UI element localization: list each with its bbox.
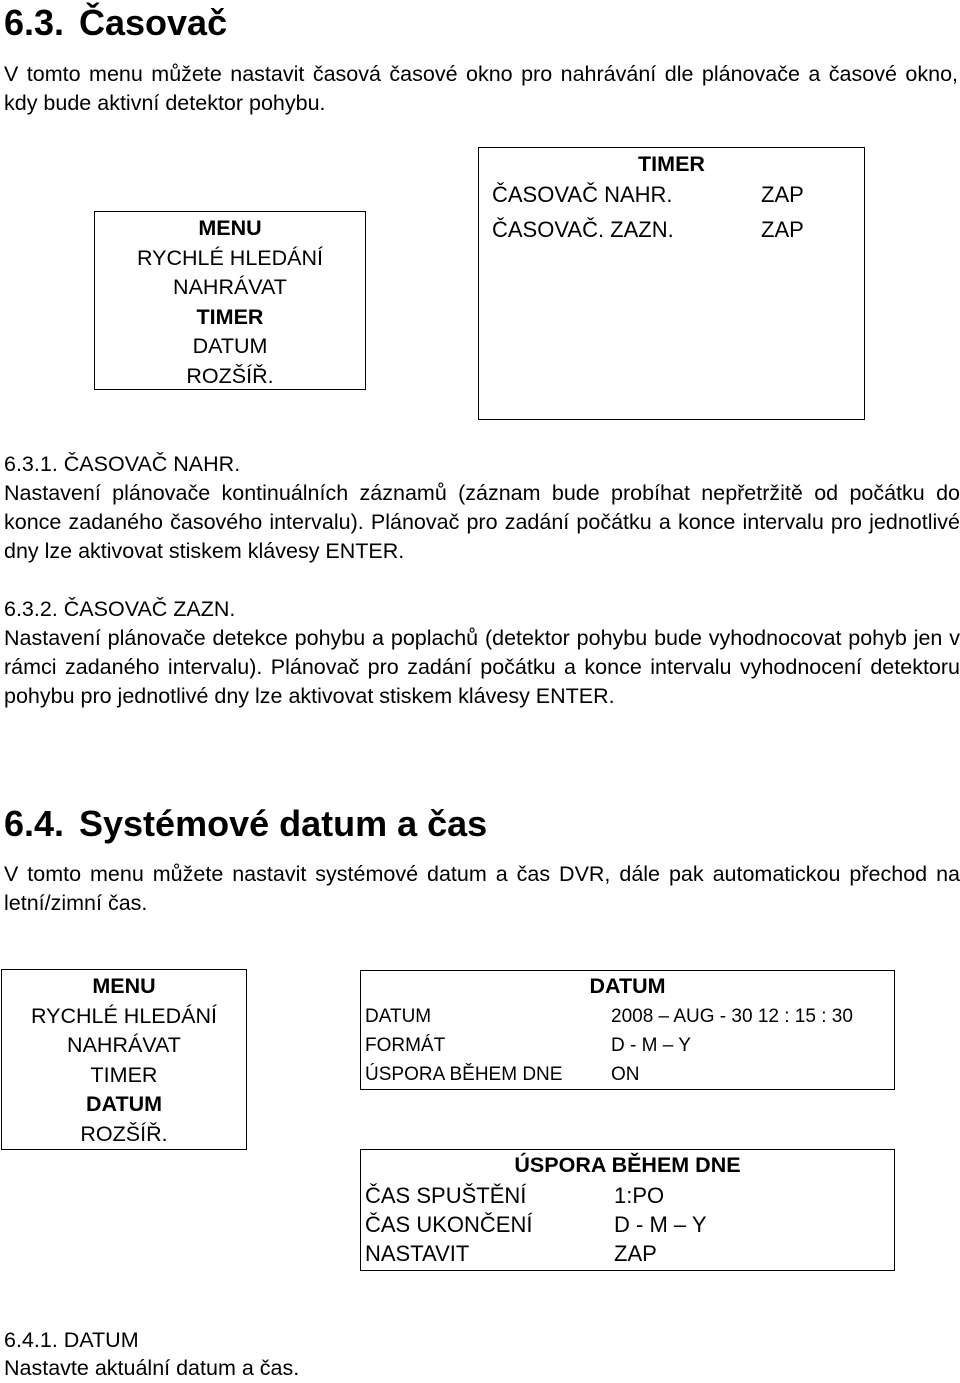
date-row-value: 2008 – AUG - 30 12 : 15 : 30 [611,1005,853,1027]
section-number: 6.4. [4,803,65,844]
timer-menu-box [478,147,865,420]
dst-row-start[interactable] [361,1181,894,1210]
section-heading-6-4 [4,803,487,845]
subsection-text-6-4-1: Nastavte aktuální datum a čas. [4,1356,300,1380]
menu-item-timer[interactable]: TIMER [196,304,264,329]
section-heading-6-3 [4,2,227,44]
dst-row-end[interactable] [361,1210,894,1239]
date-row-value: D - M – Y [611,1034,691,1056]
dst-row-set[interactable] [361,1239,894,1268]
menu-item-quick-search[interactable]: RYCHLÉ HLEDÁNÍ [137,245,323,270]
section-title: Časovač [79,2,228,43]
menu-item-record[interactable]: NAHRÁVAT [67,1033,181,1057]
dst-row-value: D - M – Y [614,1211,707,1237]
date-row-label: FORMÁT [365,1034,446,1056]
subsection-heading-6-4-1: 6.4.1. DATUM [4,1328,139,1352]
dst-row-value: 1:PO [614,1182,665,1208]
menu-item-timer[interactable]: TIMER [90,1062,158,1087]
date-row-format[interactable] [361,1031,894,1060]
date-row-label: DATUM [365,1005,432,1027]
dst-row-value: ZAP [614,1240,657,1266]
section-intro-6-3: V tomto menu můžete nastavit časová časové okno pro nahrávání dle plánovače a časové okno, kdy bude aktivní detektor pohybu. [4,62,958,115]
timer-row-record[interactable] [479,180,864,215]
date-row-dst[interactable] [361,1060,894,1089]
timer-row-label: ČASOVAČ NAHR. [492,181,673,207]
timer-row-value: ZAP [761,181,804,207]
menu-item-quick-search[interactable]: RYCHLÉ HLEDÁNÍ [31,1003,217,1028]
dst-row-label: ČAS SPUŠTĚNÍ [365,1182,527,1208]
dst-box-title: ÚSPORA BĚHEM DNE [514,1153,741,1177]
menu-title: MENU [198,216,262,240]
menu-box [1,969,247,1150]
timer-row-motion[interactable] [479,215,864,245]
section-number: 6.3. [4,2,65,43]
menu-item-date[interactable]: DATUM [192,334,268,358]
date-row-date[interactable] [361,1002,894,1031]
date-row-label: ÚSPORA BĚHEM DNE [365,1063,563,1085]
date-row-value: ON [611,1063,640,1085]
subsection-text-6-3-1: Nastavení plánovače kontinuálních záznamů (záznam bude probíhat nepřetržitě od počátku do konce zadaného časového intervalu). Plánovač pro zadání počátku a konce intervalu pro jednotlivé dny lze aktivovat stiskem klávesy ENTER. [4,481,960,563]
dst-row-label: ČAS UKONČENÍ [365,1211,533,1237]
date-box-title: DATUM [589,974,666,998]
subsection-heading-6-3-1: 6.3.1. ČASOVAČ NAHR. [4,452,241,476]
subsection-heading-6-3-2: 6.3.2. ČASOVAČ ZAZN. [4,597,236,621]
menu-box [94,211,366,390]
menu-item-date[interactable]: DATUM [85,1092,163,1116]
timer-row-label: ČASOVAČ. ZAZN. [492,216,674,242]
date-menu-box [360,970,895,1090]
menu-item-advanced[interactable]: ROZŠÍŘ. [186,363,274,388]
menu-title: MENU [92,974,156,998]
subsection-text-6-3-2: Nastavení plánovače detekce pohybu a poplachů (detektor pohybu bude vyhodnocovat pohyb jen v rámci zadaného intervalu). Plánovač pro zadání počátku a konce intervalu vyhodnocení detektoru pohybu pro jednotlivé dny lze aktivovat stiskem klávesy ENTER. [4,626,960,708]
timer-row-value: ZAP [761,216,804,242]
timer-box-title: TIMER [638,152,705,176]
menu-item-advanced[interactable]: ROZŠÍŘ. [80,1121,168,1146]
section-intro-6-4: V tomto menu můžete nastavit systémové datum a čas DVR, dále pak automatickou přechod na letní/zimní čas. [4,862,960,915]
menu-item-record[interactable]: NAHRÁVAT [173,275,287,299]
section-title: Systémové datum a čas [79,803,488,844]
dst-menu-box [360,1149,895,1271]
dst-row-label: NASTAVIT [365,1240,470,1266]
